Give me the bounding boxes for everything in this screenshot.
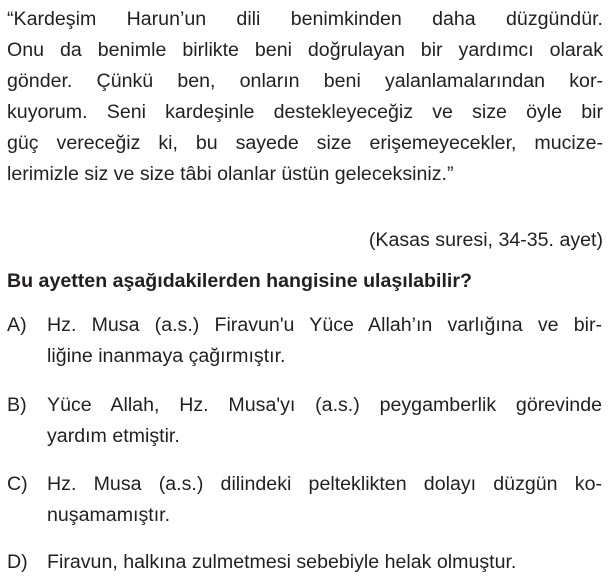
option-line: liğine inanmaya çağırmıştır.	[47, 345, 286, 367]
option-letter: A)	[7, 314, 27, 336]
verse-line: güç vereceğiz ki, bu sayede size erişemeyecekler, mucize-	[7, 132, 603, 154]
option-line: Yüce Allah, Hz. Musa'yı (a.s.) peygamberlik görevinde	[47, 394, 602, 416]
option-letter: D)	[7, 551, 28, 573]
verse-reference: (Kasas suresi, 34-35. ayet)	[368, 229, 603, 251]
option-text	[47, 310, 602, 372]
question-stem: Bu ayetten aşağıdakilerden hangisine ulaşılabilir?	[7, 270, 472, 292]
option-letter: C)	[7, 473, 28, 495]
option-line: yardım etmiştir.	[47, 425, 180, 447]
option-text	[47, 390, 602, 452]
verse-line: kuyorum. Seni kardeşinle destekleyeceğiz ve size öyle bir	[7, 101, 603, 123]
option-letter: B)	[7, 394, 27, 416]
option-line: nuşamamıştır.	[47, 504, 171, 526]
verse-line: Onu da benimle birlikte beni doğrulayan bir yardımcı olarak	[7, 39, 603, 61]
verse-quote	[7, 4, 603, 190]
option-line: Hz. Musa (a.s.) Firavun'u Yüce Allah’ın varlığına ve bir-	[47, 314, 602, 336]
option-line: Firavun, halkına zulmetmesi sebebiyle helak olmuştur.	[47, 551, 517, 573]
option-line: Hz. Musa (a.s.) dilindeki pelteklikten dolayı düzgün ko-	[47, 473, 602, 495]
verse-line: “Kardeşim Harun’un dili benimkinden daha düzgündür.	[7, 8, 603, 30]
verse-line: gönder. Çünkü ben, onların beni yalanlamalarından kor-	[7, 70, 603, 92]
verse-line: lerimizle siz ve size tâbi olanlar üstün geleceksiniz.”	[7, 163, 454, 185]
option-text	[47, 469, 602, 531]
option-text	[47, 547, 602, 578]
